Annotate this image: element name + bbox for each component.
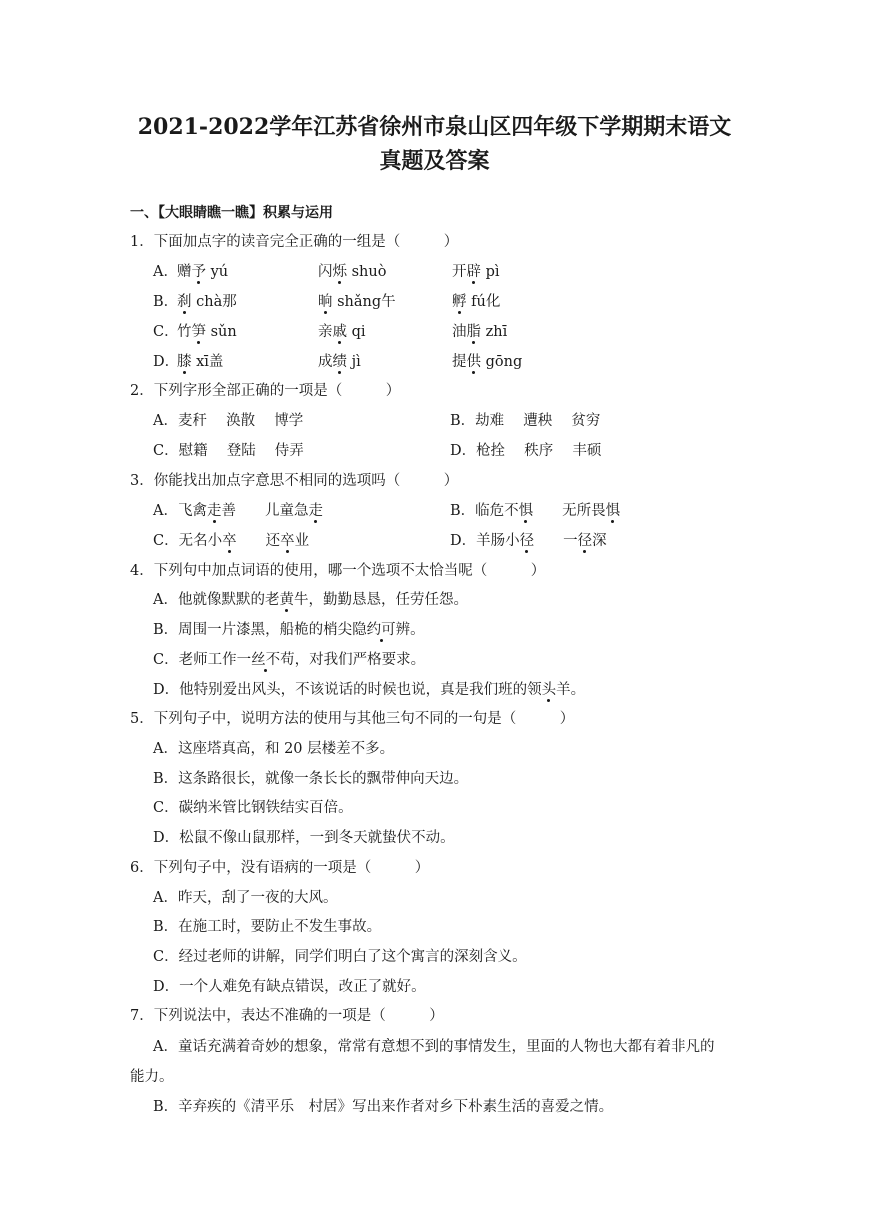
text: ，勤勤恳恳，任劳任怨。 [308, 592, 468, 608]
pinyin: zhī [481, 324, 508, 340]
dotted-char: 惧 [605, 503, 621, 519]
q7-option-b: B．辛弃疾的《清平乐 村居》写出来作者对乡下朴素生活的喜爱之情。 [153, 1099, 614, 1115]
q7-option-a-line2: 能力。 [130, 1069, 174, 1085]
pinyin: jì [347, 354, 361, 370]
question-7-stem: 7．下列说法中，表达不准确的一项是（ ） [130, 1008, 444, 1024]
pinyin: xī盖 [191, 354, 224, 370]
q2-option-a: A．麦秆 涣散 博学 [153, 413, 304, 429]
pinyin: chà那 [191, 294, 237, 310]
q1-option-a [153, 262, 500, 282]
pinyin: sǔn [206, 324, 237, 340]
dotted-char: 孵 [452, 294, 467, 310]
dotted-char: 膝 [177, 354, 192, 370]
pinyin: shǎng午 [332, 294, 396, 310]
text: B．周围一片漆黑，船桅的梢尖 [153, 622, 353, 638]
option-label: C． [153, 324, 179, 340]
question-4-stem: 4．下列句中加点词语的使用，哪一个选项不太恰当呢（ ） [130, 563, 546, 579]
text: 竹 [177, 324, 192, 340]
text: 一 [534, 533, 578, 549]
q3-option-a [153, 501, 323, 521]
q4-option-d [153, 680, 585, 700]
text: 善 儿童急 [221, 503, 309, 519]
pinyin: yú [206, 264, 229, 280]
document-title-line2: 真题及答案 [379, 148, 490, 174]
dotted-char: 戚 [332, 324, 347, 340]
q5-option-b: B．这条路很长，就像一条长长的飘带伸向天边。 [153, 771, 469, 787]
text: C．老师工作 [153, 652, 237, 668]
text: A．飞禽 [153, 503, 207, 519]
text: 无所畏 [533, 503, 606, 519]
q6-option-d: D．一个人难免有缺点错误，改正了就好。 [153, 979, 426, 995]
dotted-char: 绩 [332, 354, 347, 370]
dotted-phrase: 隐约可辨 [352, 622, 411, 638]
q1-option-c [153, 322, 508, 342]
q4-option-c [153, 650, 425, 670]
text: ，对我们严格要求。 [294, 652, 426, 668]
option-label: D． [153, 354, 180, 370]
question-1-stem: 1．下面加点字的读音完全正确的一组是（ ） [130, 234, 459, 250]
q3-option-c [153, 531, 309, 551]
text: 闪 [318, 264, 333, 280]
dotted-char: 走 [206, 503, 222, 519]
q1-option-b [153, 292, 501, 312]
dotted-char: 供 [466, 354, 481, 370]
dotted-phrase: 一丝不苟 [236, 652, 295, 668]
pinyin: shuò [347, 264, 387, 280]
dotted-char: 卒 [222, 533, 237, 549]
q5-option-c: C．碳纳米管比钢铁结实百倍。 [153, 800, 353, 816]
dotted-char: 笋 [191, 324, 206, 340]
pinyin: fú化 [466, 294, 501, 310]
text: B．临危不 [450, 503, 519, 519]
dotted-phrase: 领头羊 [527, 682, 571, 698]
q6-option-c: C．经过老师的讲解，同学们明白了这个寓言的深刻含义。 [153, 949, 527, 965]
document-title-line1: 2021-2022学年江苏省徐州市泉山区四年级下学期期末语文 [137, 114, 732, 140]
dotted-char: 卒 [280, 533, 295, 549]
dotted-char: 走 [308, 503, 323, 519]
text: 。 [570, 682, 586, 698]
dotted-char: 晌 [318, 294, 333, 310]
q2-option-b: B．劫难 遭秧 贫穷 [450, 413, 601, 429]
dotted-char: 辟 [466, 264, 481, 280]
dotted-char: 烁 [332, 264, 347, 280]
q6-option-b: B．在施工时，要防止不发生事故。 [153, 919, 382, 935]
question-3-stem: 3．你能找出加点字意思不相同的选项吗（ ） [130, 473, 459, 489]
q2-option-d: D．枪拴 秩序 丰硕 [450, 443, 602, 459]
q4-option-b [153, 620, 425, 640]
text: C．无名小 [153, 533, 223, 549]
text: 油 [452, 324, 467, 340]
q7-option-a-line1: A．童话充满着奇妙的想象，常常有意想不到的事情发生，里面的人物也大都有着非凡的 [153, 1039, 715, 1055]
dotted-char: 径 [519, 533, 535, 549]
q4-option-a [153, 590, 468, 610]
text: D．他特别爱出风头，不该说话的时候也说，真是我们班的 [153, 682, 528, 698]
text: 。 [410, 622, 425, 638]
text: 赠 [177, 264, 192, 280]
question-5-stem: 5．下列句子中，说明方法的使用与其他三句不同的一句是（ ） [130, 711, 575, 727]
dotted-char: 径 [577, 533, 593, 549]
q3-option-d [450, 531, 607, 551]
text: 还 [236, 533, 281, 549]
question-6-stem: 6．下列句子中，没有语病的一项是（ ） [130, 860, 430, 876]
dotted-char: 惧 [518, 503, 534, 519]
dotted-char: 予 [191, 264, 206, 280]
dotted-phrase: 老黄牛 [264, 592, 309, 608]
text: 提 [452, 354, 467, 370]
text: 业 [294, 533, 310, 549]
q2-option-c: C．慰籍 登陆 侍弄 [153, 443, 304, 459]
q6-option-a: A．昨天，刮了一夜的大风。 [153, 890, 338, 906]
text: 亲 [318, 324, 333, 340]
text: 开 [452, 264, 467, 280]
text: 成 [318, 354, 333, 370]
q5-option-d: D．松鼠不像山鼠那样，一到冬天就蛰伏不动。 [153, 830, 455, 846]
q3-option-b [450, 501, 620, 521]
q1-option-d [153, 352, 523, 372]
q5-option-a: A．这座塔真高，和 20 层楼差不多。 [153, 741, 395, 757]
dotted-char: 脂 [466, 324, 481, 340]
option-label: B． [153, 294, 179, 310]
pinyin: gōng [481, 354, 523, 370]
section-heading: 一、【大眼睛瞧一瞧】积累与运用 [130, 205, 333, 221]
text: D．羊肠小 [450, 533, 520, 549]
question-2-stem: 2．下列字形全部正确的一项是（ ） [130, 383, 401, 399]
pinyin: pì [481, 264, 500, 280]
option-label: A． [153, 264, 178, 280]
dotted-char: 刹 [177, 294, 192, 310]
text: 深 [592, 533, 607, 549]
pinyin: qi [347, 324, 366, 340]
text: A．他就像默默的 [153, 592, 265, 608]
